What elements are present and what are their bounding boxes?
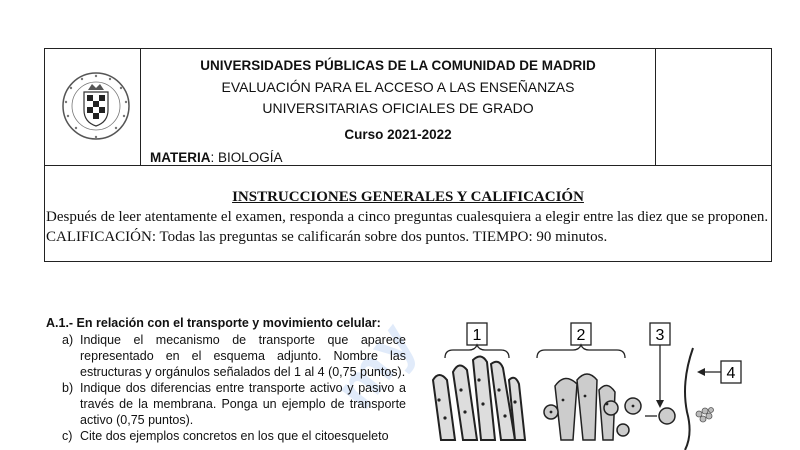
header-university: UNIVERSIDADES PÚBLICAS DE LA COMUNIDAD DE MADRID [200,58,596,73]
subject-label: MATERIA [150,150,211,165]
instructions-title: INSTRUCCIONES GENERALES Y CALIFICACIÓN [232,189,584,205]
transport-diagram [425,320,775,450]
figure-label-2: 2 [576,327,586,344]
question-items [62,332,406,444]
figure-label-3: 3 [655,327,665,344]
header-evaluation: EVALUACIÓN PARA EL ACCESO A LAS ENSEÑANZAS [221,79,575,95]
item-label: a) [62,333,74,347]
question-item-b [62,380,406,428]
university-seal-icon [60,70,132,142]
question-item-a [62,332,406,380]
item-text: Indique dos diferencias entre transporte activo y pasivo a través de la membrana. Ponga un ejemplo de transporte activo (0,75 puntos). [80,381,406,427]
item-label: b) [62,381,74,395]
subject-value: : BIOLOGÍA [210,150,283,165]
header-course: Curso 2021-2022 [344,127,452,142]
item-text: Cite dos ejemplos concretos en los que el citoesqueleto [80,429,389,443]
question-item-c [62,428,406,444]
question-title: A.1.- En relación con el transporte y movimiento celular: [46,316,381,330]
header-degree: UNIVERSITARIAS OFICIALES DE GRADO [262,100,534,116]
item-text: Indique el mecanismo de transporte que aparece representado en el esquema adjunto. Nombre las estructuras y orgánulos señalados del 1 al 4 (0,75 puntos). [80,333,406,379]
figure-label-4: 4 [726,365,736,382]
watermark: my [321,308,430,421]
instructions-body: Después de leer atentamente el examen, responda a cinco preguntas cualesquiera a elegir entre las diez que se proponen. CALIFICACIÓN: Todas las preguntas se calificarán sobre dos puntos. TIEMPO: 90 minutos. [46,209,769,245]
figure-label-1: 1 [472,327,482,344]
subject [150,150,283,165]
header-divider-right [655,48,656,166]
item-label: c) [62,429,73,443]
